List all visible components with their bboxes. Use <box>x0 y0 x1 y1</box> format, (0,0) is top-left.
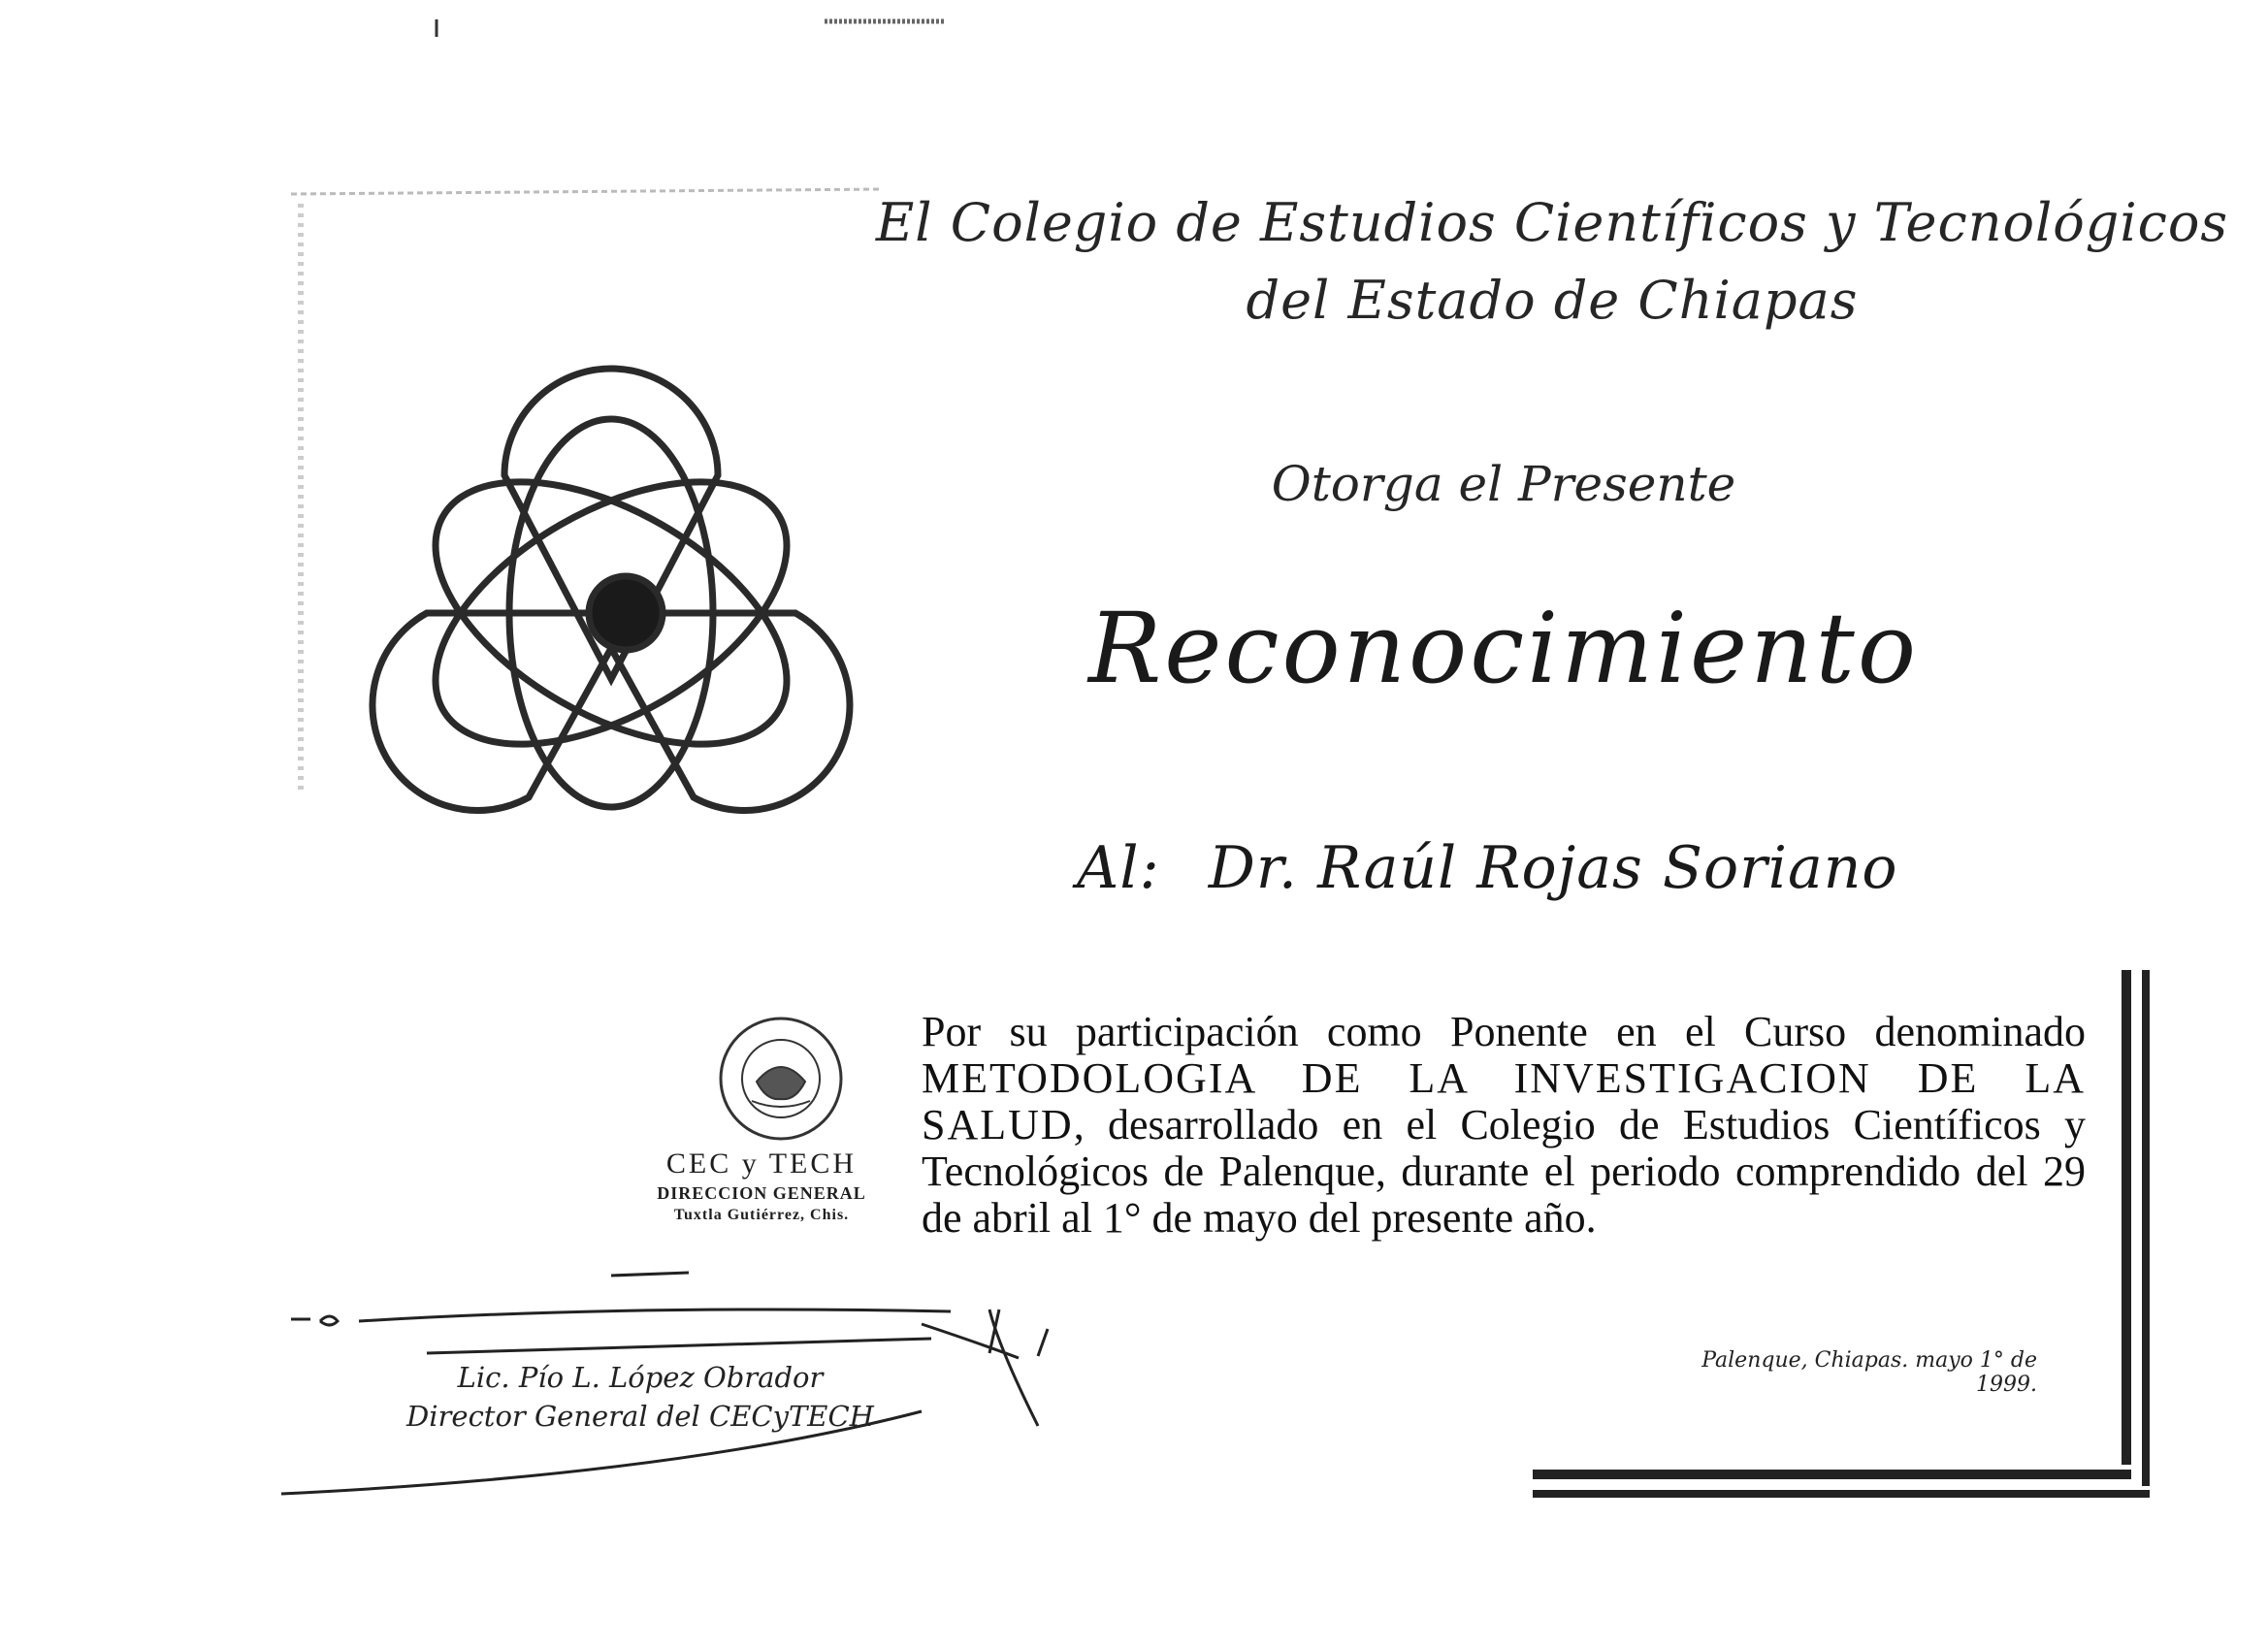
seal-line1: CEC y TECH <box>665 1148 858 1180</box>
body-intro: Por su participación como Ponente en el Curso denominado <box>922 1008 2086 1055</box>
recipient-line <box>1077 834 2047 902</box>
institution-header <box>873 184 2231 340</box>
mexican-seal-icon <box>721 1018 841 1139</box>
body-details: , desarrollado en el Colegio de Estudios Científicos y Tecnológicos de Palenque, durante el periodo comprendido del 29 de abril al 1° de mayo del presente año. <box>922 1101 2086 1242</box>
certificate-title: Reconocimiento <box>1087 592 1920 705</box>
certificate-body <box>922 1009 2086 1242</box>
signatory-position: Director General del CECyTECH <box>406 1400 874 1433</box>
signatory-block <box>388 1358 892 1436</box>
seal-line2: DIRECCION GENERAL <box>657 1183 866 1203</box>
institution-name-line2: del Estado de Chiapas <box>1246 270 1859 331</box>
place-date: Palenque, Chiapas. mayo 1° de 1999. <box>1701 1348 2037 1397</box>
recipient-label: Al: <box>1077 834 1160 902</box>
institution-name-line1: El Colegio de Estudios Científicos y Tecnológicos <box>875 192 2229 253</box>
seal-line3: Tuxtla Gutiérrez, Chis. <box>673 1207 850 1223</box>
signatory-name: Lic. Pío L. López Obrador <box>457 1361 824 1394</box>
atom-emblem-icon <box>373 369 850 811</box>
seal-caption <box>631 1147 892 1226</box>
awards-phrase: Otorga el Presente <box>1271 456 1736 512</box>
recipient-name: Dr. Raúl Rojas Soriano <box>1208 834 1898 902</box>
course-name: METODOLOGIA DE LA INVESTIGACION DE LA SALUD <box>922 1054 2086 1148</box>
